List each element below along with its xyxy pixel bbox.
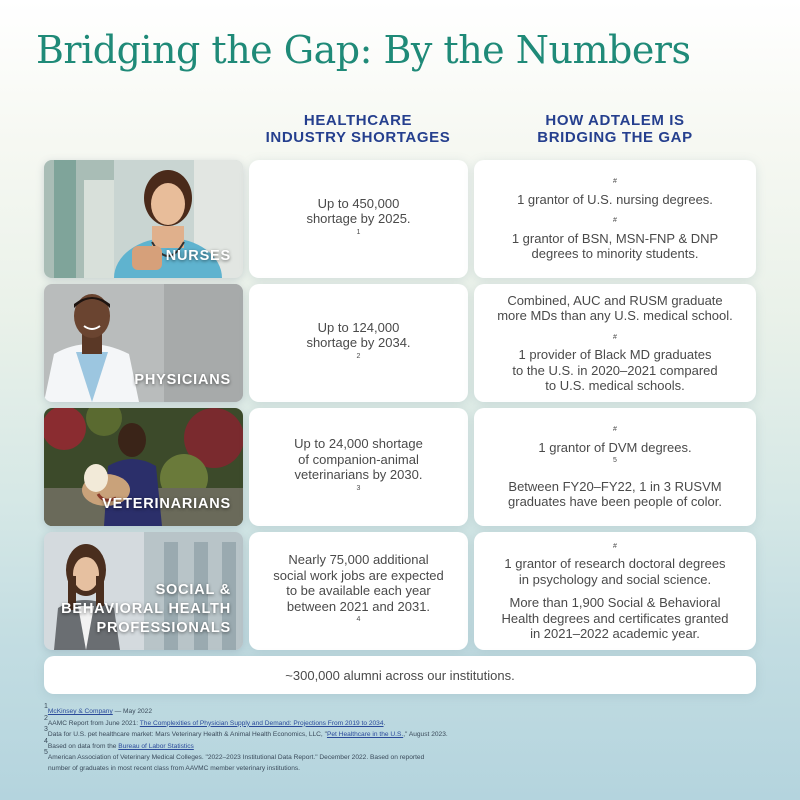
shortage-line: Up to 124,000 bbox=[317, 319, 400, 335]
physician-photo bbox=[44, 284, 243, 402]
rank-mark: # bbox=[613, 333, 617, 341]
row-label-line: PROFESSIONALS bbox=[96, 620, 231, 636]
bridging-line: Between FY20–FY22, 1 in 3 RUSVM bbox=[508, 478, 722, 494]
footnote-4 bbox=[44, 737, 764, 753]
bridging-line: to the U.S. in 2020–2021 compared bbox=[512, 362, 718, 378]
footnote-text: AAMC Report from June 2021: bbox=[47, 719, 140, 727]
footnote-number: 2 bbox=[44, 714, 48, 722]
rank-mark: # bbox=[613, 542, 617, 550]
veterinarian-photo bbox=[44, 408, 243, 526]
footnote-5-continued: number of graduates in most recent class from AAVMC member veterinary institutions. bbox=[48, 764, 301, 772]
footnote-number: 5 bbox=[44, 749, 48, 756]
bridging-card bbox=[474, 532, 756, 650]
footnote-ref: 4 bbox=[356, 616, 361, 624]
bridging-line: 1 grantor of DVM degrees. bbox=[538, 439, 692, 455]
bridging-line: to U.S. medical schools. bbox=[545, 378, 685, 393]
bridging-line: 1 grantor of research doctoral degrees bbox=[504, 556, 726, 571]
rank-mark: # bbox=[613, 426, 617, 434]
bridging-line: in 2021–2022 academic year. bbox=[530, 626, 700, 641]
footnote-text: Data for U.S. pet healthcare market: Mars Veterinary Health & Animal Health Economics, LLC, " bbox=[47, 731, 327, 738]
bridging-line: degrees to minority students. bbox=[531, 246, 699, 262]
footnote-2: $^2$AAMC Report from June 2021: The Complexities of Physician Supply and Demand: Projections From 2019 to 2034. bbox=[44, 714, 386, 727]
social-worker-photo bbox=[44, 532, 243, 650]
bridging-line: Health degrees and certificates granted bbox=[501, 610, 729, 626]
footnote-number: 4 bbox=[44, 737, 48, 745]
page-title: Bridging the Gap: By the Numbers bbox=[36, 28, 691, 72]
alumni-banner: ~300,000 alumni across our institutions. bbox=[44, 656, 756, 694]
shortage-card bbox=[249, 160, 468, 278]
row-social-behavioral bbox=[44, 532, 756, 650]
footnote-number: 1 bbox=[44, 703, 48, 710]
footnote-text: Based on data from the bbox=[47, 742, 119, 750]
row-physicians bbox=[44, 284, 756, 402]
row-label-line: PHYSICIANS bbox=[134, 372, 231, 388]
row-veterinarians bbox=[44, 408, 756, 526]
shortage-line: Up to 450,000 bbox=[317, 195, 400, 211]
bridging-card bbox=[474, 408, 756, 526]
footnote-ref: 2 bbox=[356, 352, 361, 360]
footnote-link-mckinsey[interactable]: McKinsey & Company bbox=[47, 708, 113, 715]
footnotes bbox=[44, 703, 764, 773]
bridging-card bbox=[474, 160, 756, 278]
row-label-line: VETERINARIANS bbox=[102, 496, 231, 512]
bridging-line: 1 provider of Black MD graduates bbox=[518, 347, 712, 362]
footnote-1 bbox=[44, 703, 764, 718]
bridging-line: Combined, AUC and RUSM graduate bbox=[507, 292, 723, 308]
bridging-line: in psychology and social science. bbox=[518, 571, 712, 587]
footnote-ref: 3 bbox=[356, 484, 361, 492]
header-line: HOW ADTALEM IS bbox=[545, 112, 685, 129]
footnote-3 bbox=[44, 726, 764, 741]
bridging-line: more MDs than any U.S. medical school. bbox=[497, 308, 733, 323]
shortage-line: shortage by 2034. bbox=[306, 335, 411, 351]
footnote-link-bls[interactable]: Bureau of Labor Statistics bbox=[118, 742, 194, 750]
rank-mark: # bbox=[613, 178, 617, 186]
shortage-line: Up to 24,000 shortage bbox=[294, 436, 423, 451]
header-bridging bbox=[474, 112, 756, 146]
row-label bbox=[166, 247, 231, 266]
header-line: HEALTHCARE bbox=[303, 112, 413, 129]
shortage-line: Nearly 75,000 additional bbox=[288, 552, 429, 568]
footnote-ref: 5 bbox=[613, 457, 617, 465]
footnote-ref: 1 bbox=[356, 228, 361, 236]
row-label bbox=[61, 581, 231, 638]
bridging-line: More than 1,900 Social & Behavioral bbox=[509, 595, 721, 610]
header-line: INDUSTRY SHORTAGES bbox=[265, 129, 451, 146]
bridging-card bbox=[474, 284, 756, 402]
row-label bbox=[134, 371, 231, 390]
shortage-line: shortage by 2025. bbox=[306, 211, 411, 227]
row-label-line: NURSES bbox=[165, 248, 231, 264]
footnote-number: 3 bbox=[44, 726, 48, 733]
row-label-line: SOCIAL & bbox=[155, 582, 231, 598]
shortage-line: to be available each year bbox=[286, 583, 431, 599]
rank-mark: # bbox=[613, 217, 617, 225]
shortage-line: of companion-animal bbox=[298, 451, 419, 467]
shortage-card bbox=[249, 284, 468, 402]
nurse-photo bbox=[44, 160, 243, 278]
row-label bbox=[102, 495, 231, 514]
footnote-text: — May 2022 bbox=[112, 708, 152, 715]
footnote-link-aamc[interactable]: The Complexities of Physician Supply and Demand: Projections From 2019 to 2034 bbox=[139, 719, 384, 727]
footnote-text: American Association of Veterinary Medical Colleges. "2022–2023 Institutional Data Report." December 2022. Based on reported bbox=[47, 754, 425, 761]
shortage-line: between 2021 and 2031. bbox=[286, 598, 431, 614]
footnote-5 bbox=[44, 749, 764, 764]
header-line: BRIDGING THE GAP bbox=[537, 129, 693, 146]
shortage-card bbox=[249, 532, 468, 650]
bridging-line: graduates have been people of color. bbox=[508, 494, 722, 510]
footnote-link-pet-healthcare[interactable]: Pet Healthcare in the U.S. bbox=[326, 731, 404, 738]
shortage-line: social work jobs are expected bbox=[273, 567, 444, 583]
shortage-card bbox=[249, 408, 468, 526]
row-nurses bbox=[44, 160, 756, 278]
shortage-line: veterinarians by 2030. bbox=[294, 467, 423, 482]
footnote-text: ," August 2023. bbox=[403, 731, 448, 738]
row-label-line: BEHAVIORAL HEALTH bbox=[61, 601, 231, 617]
bridging-line: 1 grantor of U.S. nursing degrees. bbox=[517, 191, 713, 207]
bridging-line: 1 grantor of BSN, MSN-FNP & DNP bbox=[511, 230, 719, 246]
header-shortages bbox=[248, 112, 468, 146]
